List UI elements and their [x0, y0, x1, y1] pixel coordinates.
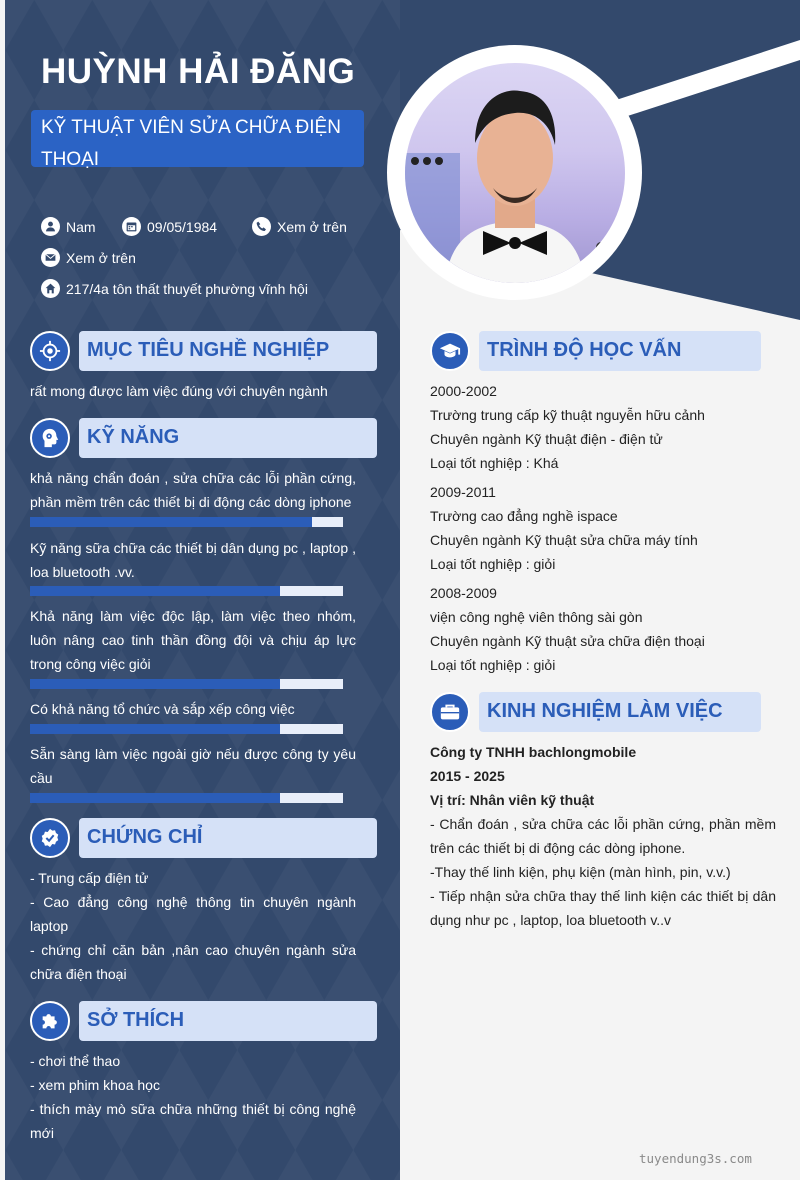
calendar-icon	[122, 217, 141, 236]
hobby-line: - chơi thể thao	[30, 1053, 121, 1069]
briefcase-icon	[430, 692, 470, 732]
education-major: Chuyên ngành Kỹ thuật điện - điện tử	[430, 431, 663, 447]
hobby-line: - xem phim khoa học	[30, 1077, 160, 1093]
hobbies-list	[30, 1049, 356, 1145]
phone-text: Xem ở trên	[277, 218, 347, 235]
contact-phone	[252, 217, 347, 236]
education-header	[430, 331, 765, 371]
experience-header	[430, 692, 765, 732]
hobbies-heading: SỞ THÍCH	[87, 1009, 185, 1031]
certificates-header	[30, 818, 350, 858]
certificate-line: - Cao đẳng công nghệ thông tin chuyên ngành laptop	[30, 894, 356, 934]
skill-item-text: khả năng chẩn đoán , sửa chữa các lỗi phần cứng, phần mềm trên các thiết bị di động các dòng iphone	[30, 470, 356, 510]
experience-company: Công ty TNHH bachlongmobile	[430, 744, 637, 760]
skill-item-text: Có khả năng tổ chức và sắp xếp công việc	[30, 701, 295, 717]
watermark: tuyendung3s.com	[639, 1151, 752, 1166]
hobby-line: - thích mày mò sữa chữa những thiết bị công nghệ mới	[30, 1101, 356, 1141]
skill-item-text: Kỹ năng sữa chữa các thiết bị dân dụng pc , laptop , loa bluetooth .vv.	[30, 540, 356, 580]
contact-address	[41, 279, 308, 298]
certificates-heading: CHỨNG CHỈ	[87, 826, 203, 848]
certificate-line: - chứng chỉ căn bản ,nân cao chuyên ngành sửa chữa điện thoại	[30, 942, 356, 982]
skill-bar	[30, 679, 343, 689]
experience-heading: KINH NGHIỆM LÀM VIỆC	[487, 700, 723, 722]
contact-birthday	[122, 217, 217, 236]
skill-bar	[30, 724, 343, 734]
skills-header	[30, 418, 350, 458]
education-entry	[430, 379, 776, 475]
education-school: viện công nghệ viên thông sài gòn	[430, 609, 643, 625]
skill-bar-fill	[30, 517, 312, 527]
experience-entry	[430, 740, 776, 932]
skill-bar-fill	[30, 793, 280, 803]
skill-bar	[30, 793, 343, 803]
mail-icon	[41, 248, 60, 267]
skills-heading: KỸ NĂNG	[87, 426, 180, 448]
education-years: 2009-2011	[430, 484, 496, 500]
skill-bar-fill	[30, 679, 280, 689]
certificate-line: - Trung cấp điện tử	[30, 870, 149, 886]
objective-header	[30, 331, 350, 371]
experience-period: 2015 - 2025	[430, 768, 505, 784]
education-grade: Loại tốt nghiệp : giỏi	[430, 556, 556, 572]
badge-check-icon	[30, 818, 70, 858]
target-icon	[30, 331, 70, 371]
skill-bar-fill	[30, 724, 280, 734]
email-text: Xem ở trên	[66, 249, 136, 266]
experience-position: Vị trí: Nhân viên kỹ thuật	[430, 792, 595, 808]
experience-line: -Thay thế linh kiện, phụ kiện (màn hình, pin, v.v.)	[430, 864, 731, 880]
education-years: 2008-2009	[430, 585, 497, 601]
profile-photo	[405, 63, 625, 283]
head-gear-icon	[30, 418, 70, 458]
experience-line: - Chẩn đoán , sửa chữa các lỗi phần cứng, phần mềm trên các thiết bị di động các dòng iphone.	[430, 816, 776, 856]
education-major: Chuyên ngành Kỹ thuật sửa chữa điện thoại	[430, 633, 705, 649]
graduation-cap-icon	[430, 331, 470, 371]
contact-email	[41, 248, 136, 267]
education-entry	[430, 480, 776, 576]
education-major: Chuyên ngành Kỹ thuật sửa chữa máy tính	[430, 532, 698, 548]
education-school: Trường cao đẳng nghề ispace	[430, 508, 618, 524]
experience-line: - Tiếp nhận sửa chữa thay thế linh kiện các thiết bị dân dụng như pc , laptop, loa bluetooth v..v	[430, 888, 776, 928]
education-grade: Loại tốt nghiệp : giỏi	[430, 657, 556, 673]
gender-text: Nam	[66, 218, 96, 235]
skill-bar	[30, 586, 343, 596]
job-title: KỸ THUẬT VIÊN SỬA CHỮA ĐIỆN THOẠI	[31, 110, 364, 167]
skill-item-text: Khả năng làm việc độc lập, làm việc theo nhóm, luôn nâng cao tinh thần đồng đội và chịu áp lực trong công việc giỏi	[30, 608, 356, 672]
skill-bar-fill	[30, 586, 280, 596]
certificates-list	[30, 866, 356, 986]
education-school: Trường trung cấp kỹ thuật nguyễn hữu cảnh	[430, 407, 705, 423]
objective-text: rất mong được làm việc đúng với chuyên ngành	[30, 383, 328, 399]
education-grade: Loại tốt nghiệp : Khá	[430, 455, 559, 471]
skill-item-text: Sẵn sàng làm việc ngoài giờ nếu được công ty yêu cầu	[30, 746, 356, 786]
contact-gender	[41, 217, 96, 236]
skill-bar	[30, 517, 343, 527]
hobbies-header	[30, 1001, 350, 1041]
education-years: 2000-2002	[430, 383, 497, 399]
home-icon	[41, 279, 60, 298]
education-heading: TRÌNH ĐỘ HỌC VẤN	[487, 339, 682, 361]
user-icon	[41, 217, 60, 236]
address-text: 217/4a tôn thất thuyết phường vĩnh hội	[66, 280, 308, 297]
objective-heading: MỤC TIÊU NGHỀ NGHIỆP	[87, 339, 330, 361]
birthday-text: 09/05/1984	[147, 218, 218, 235]
candidate-name: HUỲNH HẢI ĐĂNG	[41, 52, 356, 91]
education-entry	[430, 581, 776, 677]
phone-icon	[252, 217, 271, 236]
puzzle-icon	[30, 1001, 70, 1041]
